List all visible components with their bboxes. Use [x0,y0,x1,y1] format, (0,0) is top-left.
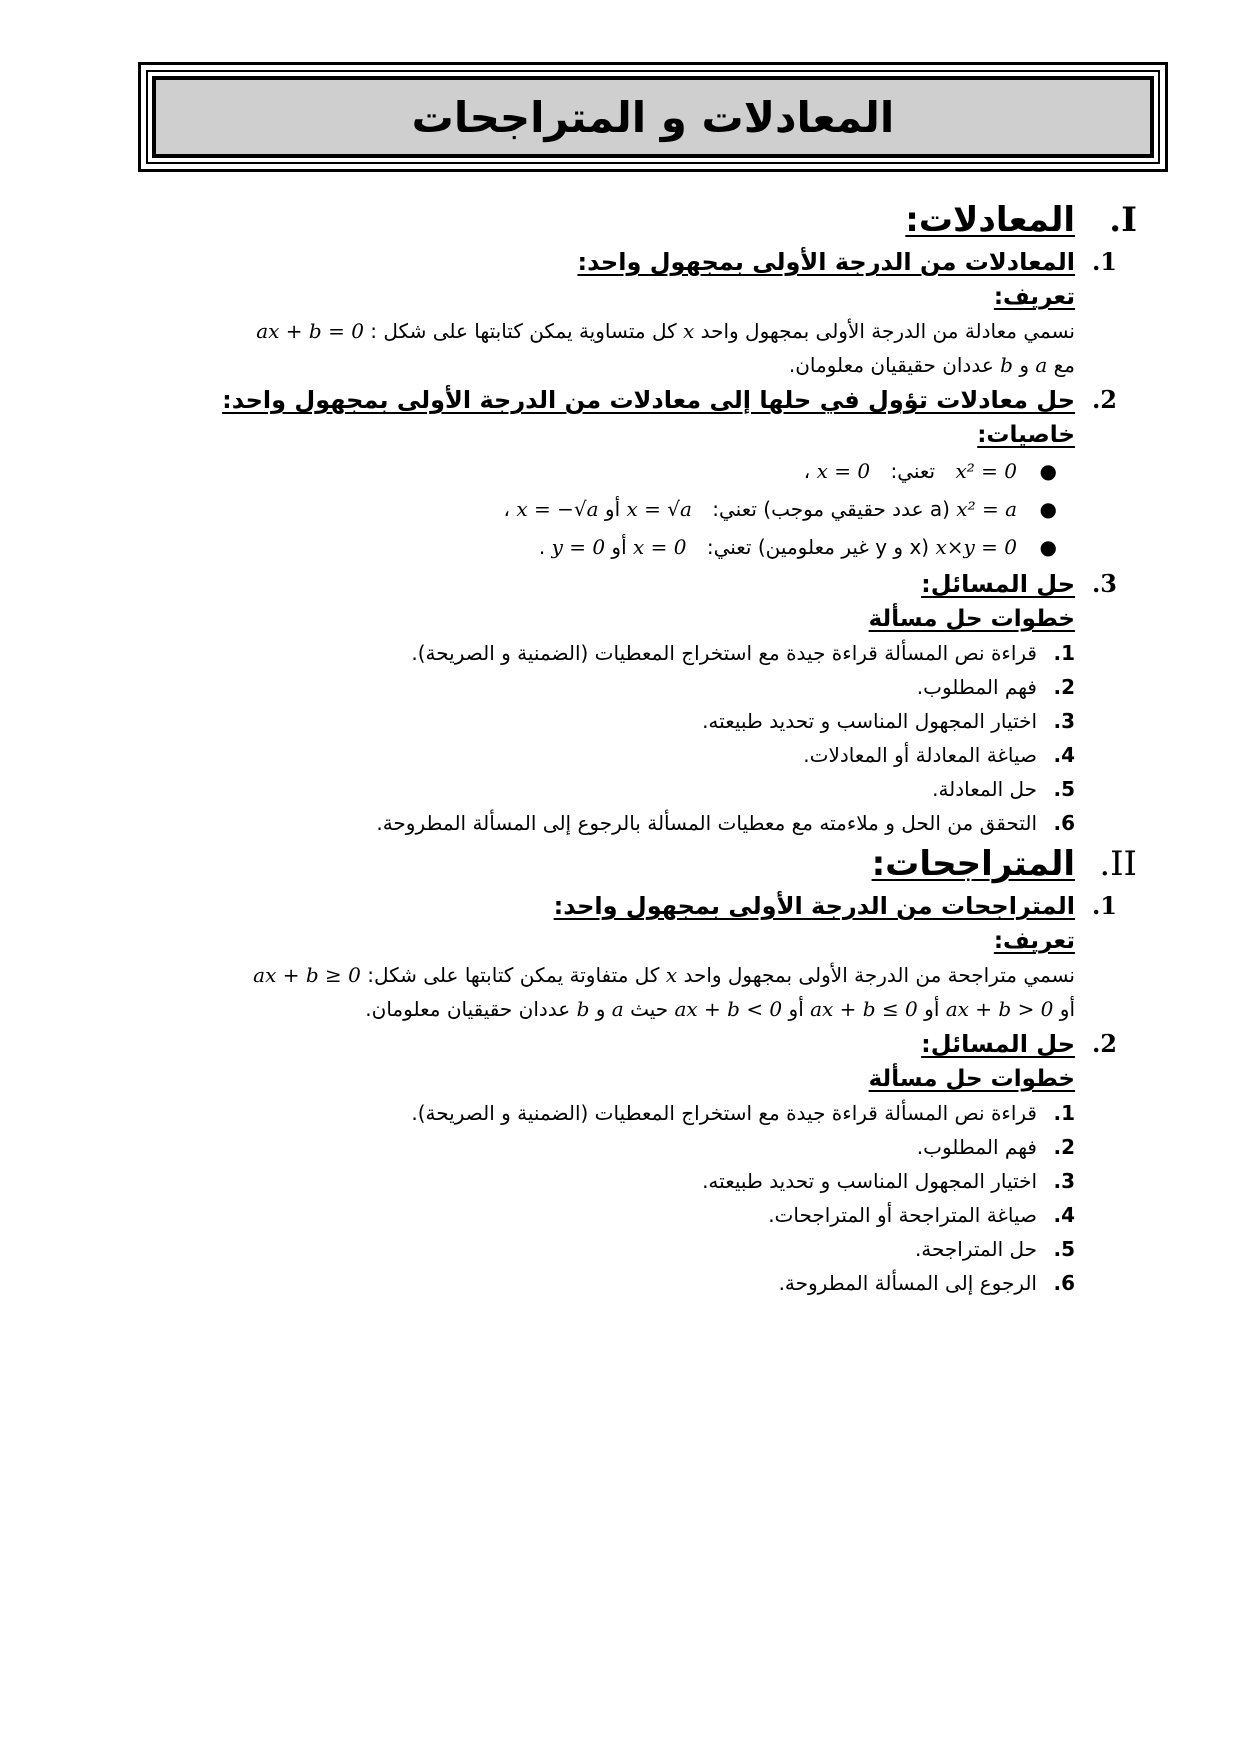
step-number: 3. [1053,709,1075,733]
definition-label [160,924,1075,958]
step-text: صياغة المعادلة أو المعادلات. [803,743,1037,767]
section-1-sub2-number: 2. [1091,385,1117,414]
step-text: صياغة المتراجحة أو المتراجحات. [768,1203,1037,1227]
section-2-number: II. [1099,844,1137,884]
properties-label [160,418,1075,452]
step-text: قراءة نص المسألة قراءة جيدة مع استخراج المعطيات (الضمنية و الصريحة). [411,1101,1037,1125]
bullet-icon: ● [1039,535,1057,559]
definition-text-3: عددان حقيقيان معلومان. [788,353,994,377]
property-end: ، [503,497,510,521]
section-1-title: المعادلات: [905,200,1075,240]
step-number: 4. [1053,1203,1075,1227]
definition-text: نسمي معادلة من الدرجة الأولى بمجهول واحد [700,319,1075,343]
section-1-sub3-heading [160,566,1117,602]
definition-line-2 [160,992,1075,1026]
conjunction-or: أو [788,997,804,1021]
definition-where: حيث [630,997,669,1021]
step-text: الرجوع إلى المسألة المطروحة. [778,1271,1037,1295]
step-text: فهم المطلوب. [916,675,1037,699]
variable-x: x [665,963,678,987]
property-formula: x² = a [956,497,1017,521]
property-result: x = 0 [816,459,871,483]
definition-text-3: عددان حقيقيان معلومان. [365,997,571,1021]
title-inner-frame [146,70,1160,164]
property-or: أو [604,497,621,521]
step-text: حل المعادلة. [932,777,1037,801]
section-1-sub3-number: 3. [1091,569,1117,598]
property-means: تعني: [890,459,936,483]
list-item [160,1130,1075,1164]
property-result-2: x = −√a [516,497,599,521]
steps-label [160,1062,1075,1096]
step-number: 5. [1053,777,1075,801]
list-item [160,1096,1075,1130]
definition-text: نسمي متراجحة من الدرجة الأولى بمجهول واحد [683,963,1075,987]
section-2-sub2-heading [160,1026,1117,1062]
property-means: تعني: [712,497,757,521]
section-2-sub1-heading [160,888,1117,924]
variable-b: b [1000,353,1013,377]
step-number: 1. [1053,1101,1075,1125]
inequality-formula-4: ax + b < 0 [674,997,783,1021]
list-item [160,738,1075,772]
section-2-heading [160,840,1137,888]
section-1-number: I. [1109,200,1137,240]
section-2-title: المتراجحات: [871,844,1075,884]
step-text: فهم المطلوب. [916,1135,1037,1159]
inequality-formula-3: ax + b ≤ 0 [810,997,918,1021]
section-2-sub1-number: 1. [1091,891,1117,920]
section-2-sub1-title: المتراجحات من الدرجة الأولى بمجهول واحد: [553,892,1075,920]
list-item [160,1266,1075,1300]
variable-a: a [611,997,624,1021]
conjunction-and: و [595,997,606,1021]
property-or: أو [611,535,627,559]
property-1 [160,452,1075,490]
property-result-1: x = √a [626,497,692,521]
definition-line-2 [160,348,1075,382]
definition-line-1 [160,958,1075,992]
inequality-formula: ax + b ≥ 0 [253,963,361,987]
list-item [160,704,1075,738]
definition-with: مع [1053,353,1075,377]
steps-label-text: خطوات حل مسألة [868,1066,1075,1092]
step-text: التحقق من الحل و ملاءمته مع معطيات المسألة بالرجوع إلى المسألة المطروحة. [376,811,1037,835]
property-result-1: x = 0 [633,535,687,559]
title-box [152,76,1154,158]
bullet-icon: ● [1039,497,1057,521]
step-number: 1. [1053,641,1075,665]
step-number: 5. [1053,1237,1075,1261]
step-text: حل المتراجحة. [914,1237,1037,1261]
section-1-sub2-heading [160,382,1117,418]
property-means: تعني: [706,535,752,559]
conjunction-or: أو [924,997,940,1021]
property-formula: x² = 0 [955,459,1017,483]
list-item [160,1198,1075,1232]
steps-label-text: خطوات حل مسألة [868,606,1075,632]
property-2 [160,490,1075,528]
properties-label-text: خاصيات: [977,422,1075,448]
property-end: . [538,535,546,559]
equation-formula: ax + b = 0 [256,319,364,343]
conjunction-and: و [1019,353,1029,377]
definition-label-text: تعريف: [993,928,1075,954]
definition-label-text: تعريف: [993,284,1075,310]
section-2-sub2-number: 2. [1091,1029,1117,1058]
step-number: 6. [1053,1271,1075,1295]
list-item [160,636,1075,670]
list-item [160,670,1075,704]
bullet-icon: ● [1039,459,1057,483]
section-1-sub1-number: 1. [1091,247,1117,276]
property-condition: (x و y غير معلومين) [757,535,930,559]
section-1-sub1-title: المعادلات من الدرجة الأولى بمجهول واحد: [577,248,1075,276]
definition-line-1 [160,314,1075,348]
section-1-sub1-heading [160,244,1117,280]
list-item [160,772,1075,806]
definition-text-2: كل متساوية يمكن كتابتها على شكل : [370,319,677,343]
property-end: ، [803,459,811,483]
inequality-formula-2: ax + b > 0 [945,997,1054,1021]
property-formula: x×y = 0 [935,535,1017,559]
property-3 [160,528,1075,566]
page-title: المعادلات و المتراجحات [411,92,895,142]
variable-b: b [576,997,590,1021]
steps-label [160,602,1075,636]
variable-x: x [682,319,695,343]
document-content [160,196,1137,1300]
section-2-sub2-title: حل المسائل: [921,1030,1075,1058]
step-number: 2. [1053,1135,1075,1159]
step-text: اختيار المجهول المناسب و تحديد طبيعته. [702,709,1037,733]
definition-text-2: كل متفاوتة يمكن كتابتها على شكل: [367,963,660,987]
list-item [160,806,1075,840]
conjunction-or: أو [1059,997,1075,1021]
step-number: 2. [1053,675,1075,699]
list-item [160,1164,1075,1198]
list-item [160,1232,1075,1266]
variable-a: a [1035,353,1048,377]
step-number: 6. [1053,811,1075,835]
title-frame [138,62,1168,172]
section-1-heading [160,196,1137,244]
step-number: 4. [1053,743,1075,767]
section-1-sub3-title: حل المسائل: [921,570,1075,598]
property-result-2: y = 0 [551,535,606,559]
step-text: اختيار المجهول المناسب و تحديد طبيعته. [702,1169,1037,1193]
step-text: قراءة نص المسألة قراءة جيدة مع استخراج المعطيات (الضمنية و الصريحة). [411,641,1037,665]
property-condition: (a عدد حقيقي موجب) [763,497,950,521]
definition-label [160,280,1075,314]
step-number: 3. [1053,1169,1075,1193]
section-1-sub2-title: حل معادلات تؤول في حلها إلى معادلات من الدرجة الأولى بمجهول واحد: [222,386,1075,414]
